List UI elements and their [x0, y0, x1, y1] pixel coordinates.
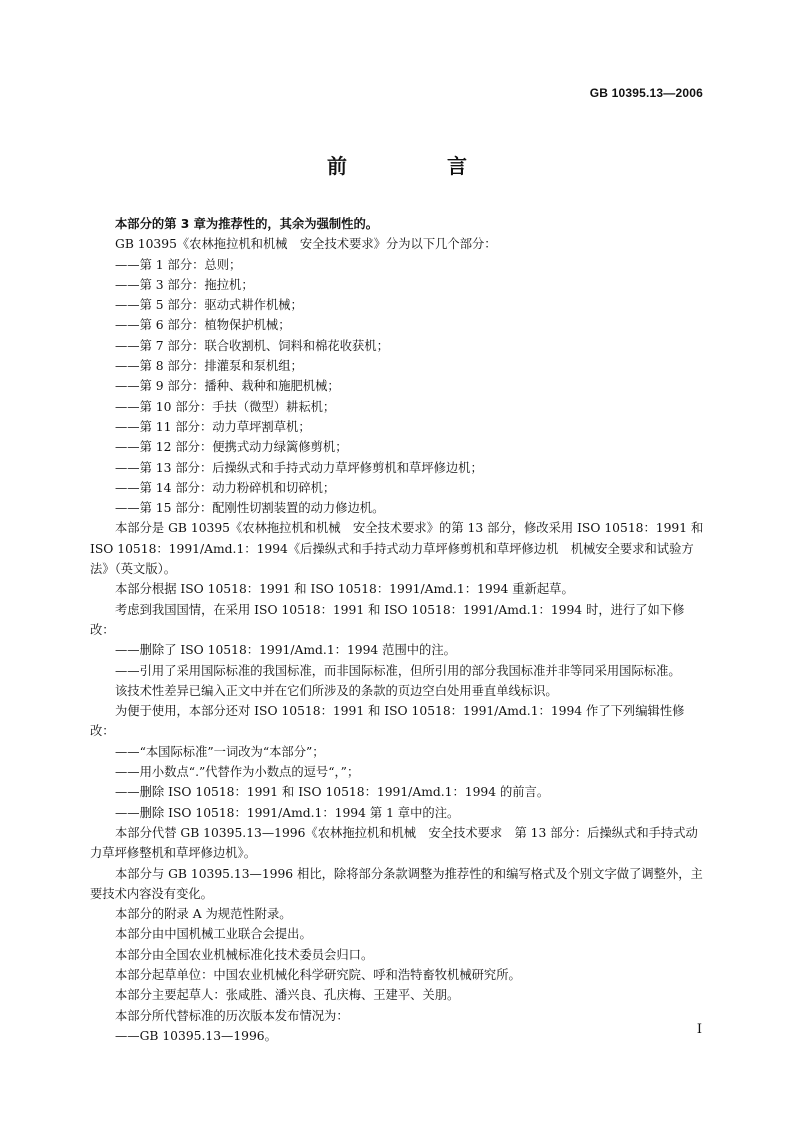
comparison-paragraph: 本部分与 GB 10395.13—1996 相比，除将部分条款调整为推荐性的和编写格式及个别文字做了调整外，主要技术内容没有变化。	[90, 866, 703, 901]
part-list-item-14: ——第 14 部分：动力粉碎机和切碎机；	[115, 480, 336, 495]
history-item: ——GB 10395.13—1996。	[115, 1028, 277, 1043]
part-list-item-8: ——第 8 部分：排灌泵和泵机组；	[115, 359, 303, 374]
editorial-item-4: ——删除 ISO 10518：1991/Amd.1：1994 第 1 章中的注。	[115, 805, 460, 820]
part-list-item-15: ——第 15 部分：配刚性切割装置的动力修边机。	[115, 501, 385, 516]
proposer-paragraph: 本部分由中国机械工业联合会提出。	[115, 927, 312, 942]
modification-item-1: ——删除了 ISO 10518：1991/Amd.1：1994 范围中的注。	[115, 643, 456, 658]
editorial-item-3: ——删除 ISO 10518：1991 和 ISO 10518：1991/Amd.1：1994 的前言。	[115, 785, 550, 800]
technical-difference-note: 该技术性差异已编入正文中并在它们所涉及的条款的页边空白处用垂直单线标识。	[115, 683, 558, 698]
centralized-by-paragraph: 本部分由全国农业机械标准化技术委员会归口。	[115, 947, 374, 962]
editorial-item-1: ——“本国际标准”一词改为“本部分”；	[115, 744, 325, 759]
editorial-item-2: ——用小数点“.”代替作为小数点的逗号“，”；	[115, 765, 360, 780]
editorial-changes-intro: 为便于使用，本部分还对 ISO 10518：1991 和 ISO 10518：1991/Amd.1：1994 作了下列编辑性修改：	[90, 704, 685, 739]
drafting-basis-paragraph: 本部分根据 ISO 10518：1991 和 ISO 10518：1991/Amd.1：1994 重新起草。	[115, 582, 574, 597]
part-list-item-1: ——第 1 部分：总则；	[115, 257, 242, 272]
foreword-body	[90, 214, 705, 1046]
part-list-item-3: ——第 3 部分：拖拉机；	[115, 277, 254, 292]
replacement-paragraph: 本部分代替 GB 10395.13—1996《农林拖拉机和机械 安全技术要求 第 13 部分：后操纵式和手持式动力草坪修整机和草坪修边机》。	[90, 825, 698, 861]
modifications-intro: 考虑到我国国情，在采用 ISO 10518：1991 和 ISO 10518：1991/Amd.1：1994 时，进行了如下修改：	[90, 602, 685, 637]
part-list-item-11: ——第 11 部分：动力草坪割草机；	[115, 419, 311, 434]
paragraph-1: 本部分的第 3 章为推荐性的，其余为强制性的。	[115, 217, 379, 231]
part-list-item-9: ——第 9 部分：播种、栽种和施肥机械；	[115, 379, 340, 394]
part-list-item-10: ——第 10 部分：手扶（微型）耕耘机；	[115, 399, 336, 414]
part-list-item-12: ——第 12 部分：便携式动力绿篱修剪机；	[115, 440, 348, 455]
part-list-item-6: ——第 6 部分：植物保护机械；	[115, 318, 291, 333]
annex-paragraph: 本部分的附录 A 为规范性附录。	[115, 907, 292, 922]
page-title: 前 言	[327, 154, 507, 178]
drafting-units-paragraph: 本部分起草单位：中国农业机械化科学研究院、呼和浩特畜牧机械研究所。	[115, 967, 521, 982]
part-list-item-13: ——第 13 部分：后操纵式和手持式动力草坪修剪机和草坪修边机；	[115, 460, 483, 475]
drafters-paragraph: 本部分主要起草人：张咸胜、潘兴良、孔庆梅、王建平、关朋。	[115, 988, 460, 1003]
modification-item-2: ——引用了采用国际标准的我国标准，而非国际标准，但所引用的部分我国标准并非等同采用国际标准。	[115, 663, 681, 678]
standard-code: GB 10395.13—2006	[589, 86, 703, 100]
part-list-item-5: ——第 5 部分：驱动式耕作机械；	[115, 298, 303, 313]
part-list-item-7: ——第 7 部分：联合收割机、饲料和棉花收获机；	[115, 338, 389, 353]
adoption-paragraph: 本部分是 GB 10395《农林拖拉机和机械 安全技术要求》的第 13 部分，修改采用 ISO 10518：1991 和 ISO 10518：1991/Amd.1：1994《后操纵式和手持式动力草坪修剪机和草坪修边机 机械安全要求和试验方法》（英文版）。	[90, 521, 704, 577]
paragraph-2: GB 10395《农林拖拉机和机械 安全技术要求》分为以下几个部分：	[115, 237, 497, 252]
history-intro-paragraph: 本部分所代替标准的历次版本发布情况为：	[115, 1008, 349, 1023]
page-number: I	[696, 1022, 702, 1037]
